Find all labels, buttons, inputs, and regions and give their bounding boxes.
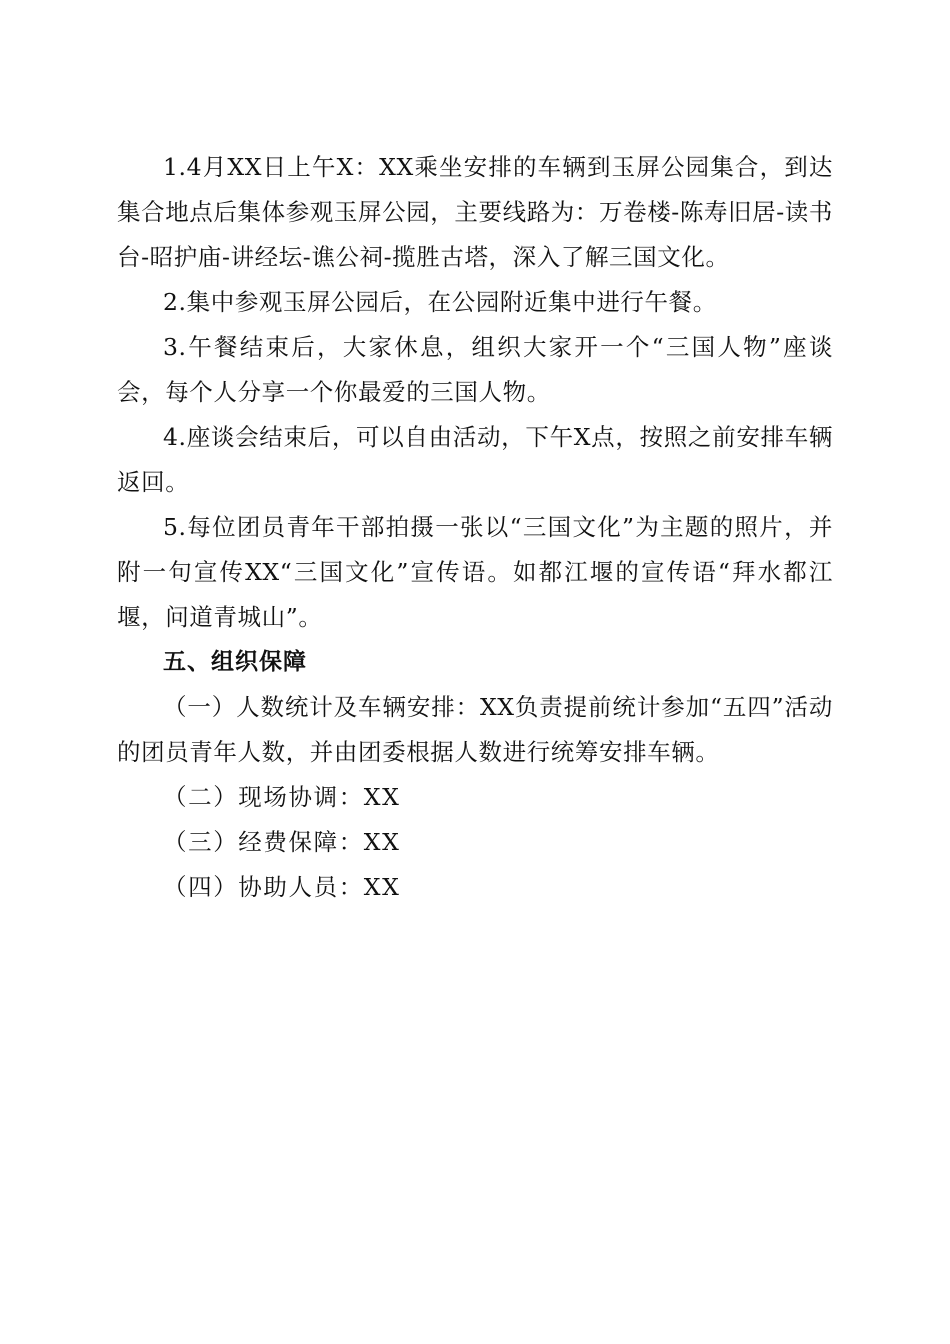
guarantee-item-1: （一）人数统计及车辆安排：XX负责提前统计参加“五四”活动的团员青年人数，并由团委根据人数进行统筹安排车辆。 [117,693,833,766]
section-heading: 五、组织保障 [163,649,307,675]
guarantee-item-3: （三）经费保障：XX [163,828,401,856]
guarantee-item-2: （二）现场协调：XX [163,783,401,811]
activity-item-2: 2.集中参观玉屏公园后，在公园附近集中进行午餐。 [163,288,717,316]
document-body [117,145,833,910]
activity-item-1: 1.4月XX日上午X：XX乘坐安排的车辆到玉屏公园集合，到达集合地点后集体参观玉屏公园，主要线路为：万卷楼-陈寿旧居-读书台-昭护庙-讲经坛-谯公祠-揽胜古塔，深入了解三国文化。 [117,153,833,271]
activity-item-4: 4.座谈会结束后，可以自由活动，下午X点，按照之前安排车辆返回。 [117,423,833,496]
guarantee-item-4: （四）协助人员：XX [163,873,401,901]
activity-item-3: 3.午餐结束后，大家休息，组织大家开一个“三国人物”座谈会，每个人分享一个你最爱的三国人物。 [117,333,833,406]
activity-item-5: 5.每位团员青年干部拍摄一张以“三国文化”为主题的照片，并附一句宣传XX“三国文化”宣传语。如都江堰的宣传语“拜水都江堰，问道青城山”。 [117,513,833,631]
